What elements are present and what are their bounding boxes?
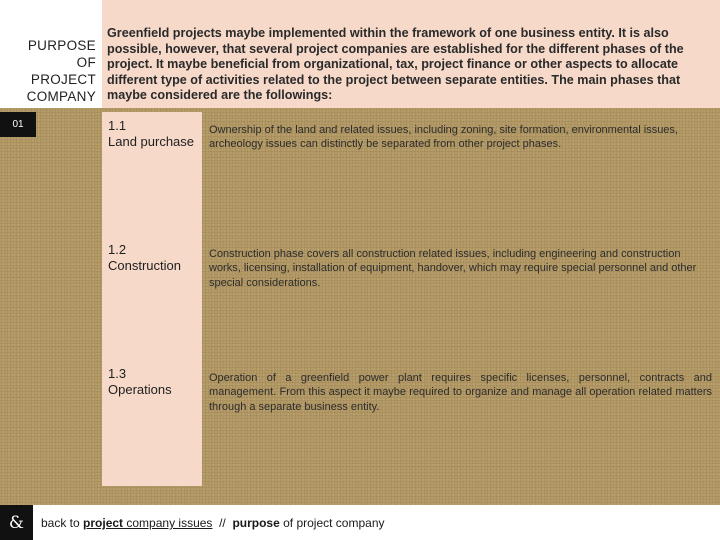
- section-number-badge: 01: [0, 112, 36, 137]
- phase-label: [102, 360, 202, 486]
- link-bold-part: purpose: [232, 516, 280, 530]
- phase-description: Ownership of the land and related issues, including zoning, site formation, environmental issues, archeology issues can distinctly be separated from other project phases.: [209, 124, 678, 151]
- phase-row-construction: [102, 236, 720, 362]
- phase-number: 1.2: [108, 242, 127, 257]
- purpose-link[interactable]: [232, 516, 384, 530]
- title-line: PROJECT: [30, 72, 96, 87]
- title-line: OF: [76, 55, 96, 70]
- link-bold-part: project: [83, 516, 124, 530]
- footer-links: [41, 516, 385, 530]
- footer-prefix: back to: [41, 516, 84, 530]
- phase-number: 1.3: [108, 366, 127, 381]
- phase-title: Operations: [108, 382, 172, 397]
- phase-label: [102, 112, 202, 238]
- title-line: PURPOSE: [27, 38, 96, 53]
- phase-description: Operation of a greenfield power plant requires specific licenses, personnel, contracts and management. From this aspect it maybe required to organize and manage all operation related matters through a separate business entity.: [209, 372, 712, 413]
- title-line: COMPANY: [26, 89, 96, 104]
- intro-text: Greenfield projects maybe implemented within the framework of one business entity. It is also possible, however, that several project companies are established for the different phases of the project. It maybe beneficial from organizational, tax, project finance or other aspects to allocate different type of activities related to the project between separate entities. The main phases that maybe considered are the followings:: [107, 26, 684, 102]
- footer-nav: [0, 505, 720, 540]
- phase-title: Construction: [108, 258, 181, 273]
- project-company-issues-link[interactable]: [83, 516, 212, 530]
- phase-label: [102, 236, 202, 362]
- phase-number: 1.1: [108, 118, 127, 133]
- intro-panel: [102, 0, 720, 108]
- phase-title: Land purchase: [108, 134, 195, 149]
- ampersand-logo-icon: &: [0, 505, 33, 540]
- phase-row-operations: [102, 360, 720, 486]
- footer-separator: //: [212, 516, 233, 530]
- phase-description: Construction phase covers all construction related issues, including engineering and construction works, licensing, installation of equipment, handover, which may require special personnel and other special considerations.: [209, 248, 697, 289]
- link-rest-part: of project company: [279, 516, 385, 530]
- phase-row-land-purchase: [102, 112, 720, 238]
- title-panel: [0, 0, 102, 108]
- page-title: [0, 37, 96, 105]
- footer-bar: [33, 505, 720, 540]
- link-rest-part: company issues: [123, 516, 213, 530]
